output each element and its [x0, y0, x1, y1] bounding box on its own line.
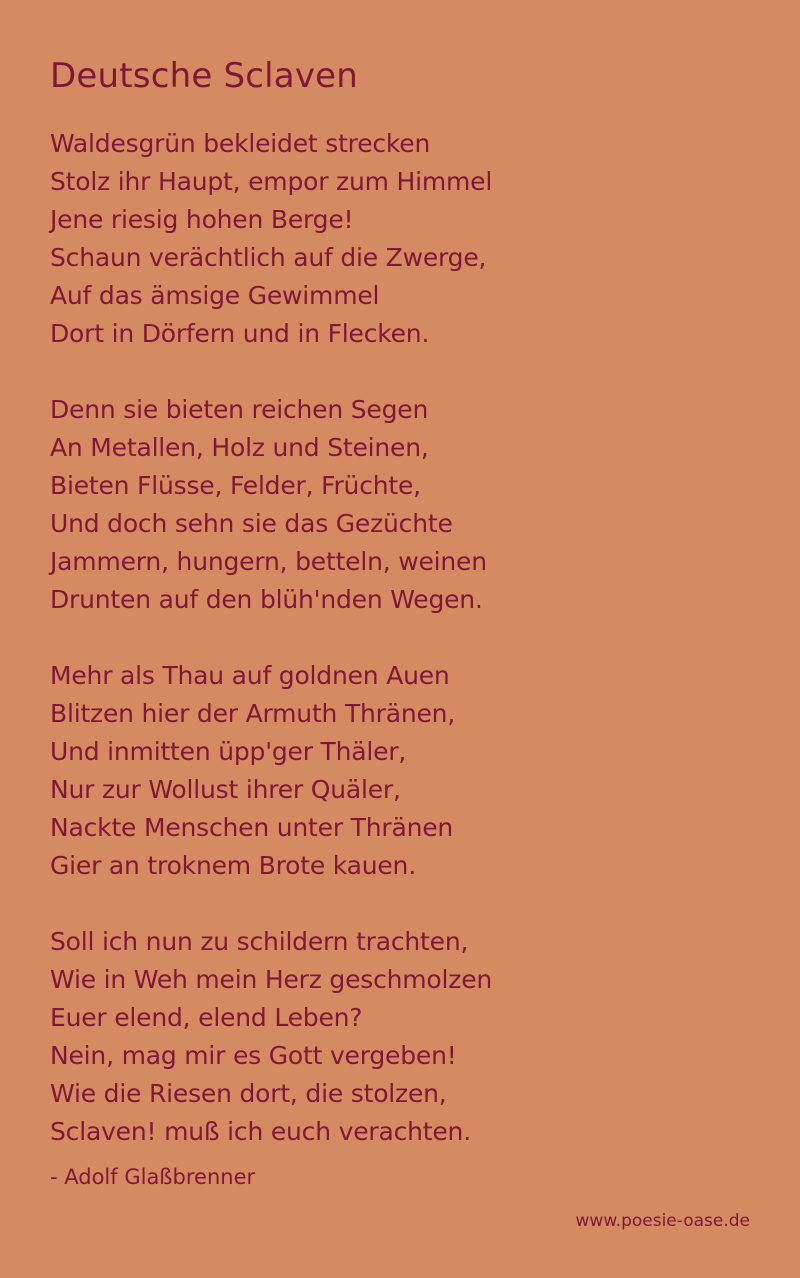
stanza-3 — [50, 657, 750, 885]
poem-line: Bieten Flüsse, Felder, Früchte, — [50, 471, 421, 500]
poem-line: Auf das ämsige Gewimmel — [50, 281, 380, 310]
poem-author: - Adolf Glaßbrenner — [50, 1165, 256, 1189]
poem-line: Denn sie bieten reichen Segen — [50, 395, 429, 424]
poem-line: Wie die Riesen dort, die stolzen, — [50, 1079, 447, 1108]
poem-line: Dort in Dörfern und in Flecken. — [50, 319, 430, 348]
poem-line: Schaun verächtlich auf die Zwerge, — [50, 243, 487, 272]
poem-line: Nur zur Wollust ihrer Quäler, — [50, 775, 401, 804]
poem-line: Gier an troknem Brote kauen. — [50, 851, 416, 880]
poem-title: Deutsche Sclaven — [50, 56, 359, 96]
poem-line: Euer elend, elend Leben? — [50, 1003, 363, 1032]
stanza-1 — [50, 125, 750, 353]
poem-line: Waldesgrün bekleidet strecken — [50, 129, 431, 158]
poem-line: Jene riesig hohen Berge! — [50, 205, 354, 234]
poem-line: Nein, mag mir es Gott vergeben! — [50, 1041, 457, 1070]
poem-line: Mehr als Thau auf goldnen Auen — [50, 661, 450, 690]
poem-line: An Metallen, Holz und Steinen, — [50, 433, 429, 462]
poem-line: Wie in Weh mein Herz geschmolzen — [50, 965, 493, 994]
website-url: www.poesie-oase.de — [575, 1211, 750, 1231]
poem-line: Drunten auf den blüh'nden Wegen. — [50, 585, 483, 614]
poem-line: Nackte Menschen unter Thränen — [50, 813, 454, 842]
poem-line: Blitzen hier der Armuth Thränen, — [50, 699, 456, 728]
poem-line: Soll ich nun zu schildern trachten, — [50, 927, 469, 956]
poem-line: Stolz ihr Haupt, empor zum Himmel — [50, 167, 493, 196]
stanza-2 — [50, 391, 750, 619]
poem-line: Und doch sehn sie das Gezüchte — [50, 509, 453, 538]
poem-line: Jammern, hungern, betteln, weinen — [50, 547, 487, 576]
stanza-4 — [50, 923, 750, 1151]
poem-line: Sclaven! muß ich euch verachten. — [50, 1117, 471, 1146]
poem-line: Und inmitten üpp'ger Thäler, — [50, 737, 407, 766]
